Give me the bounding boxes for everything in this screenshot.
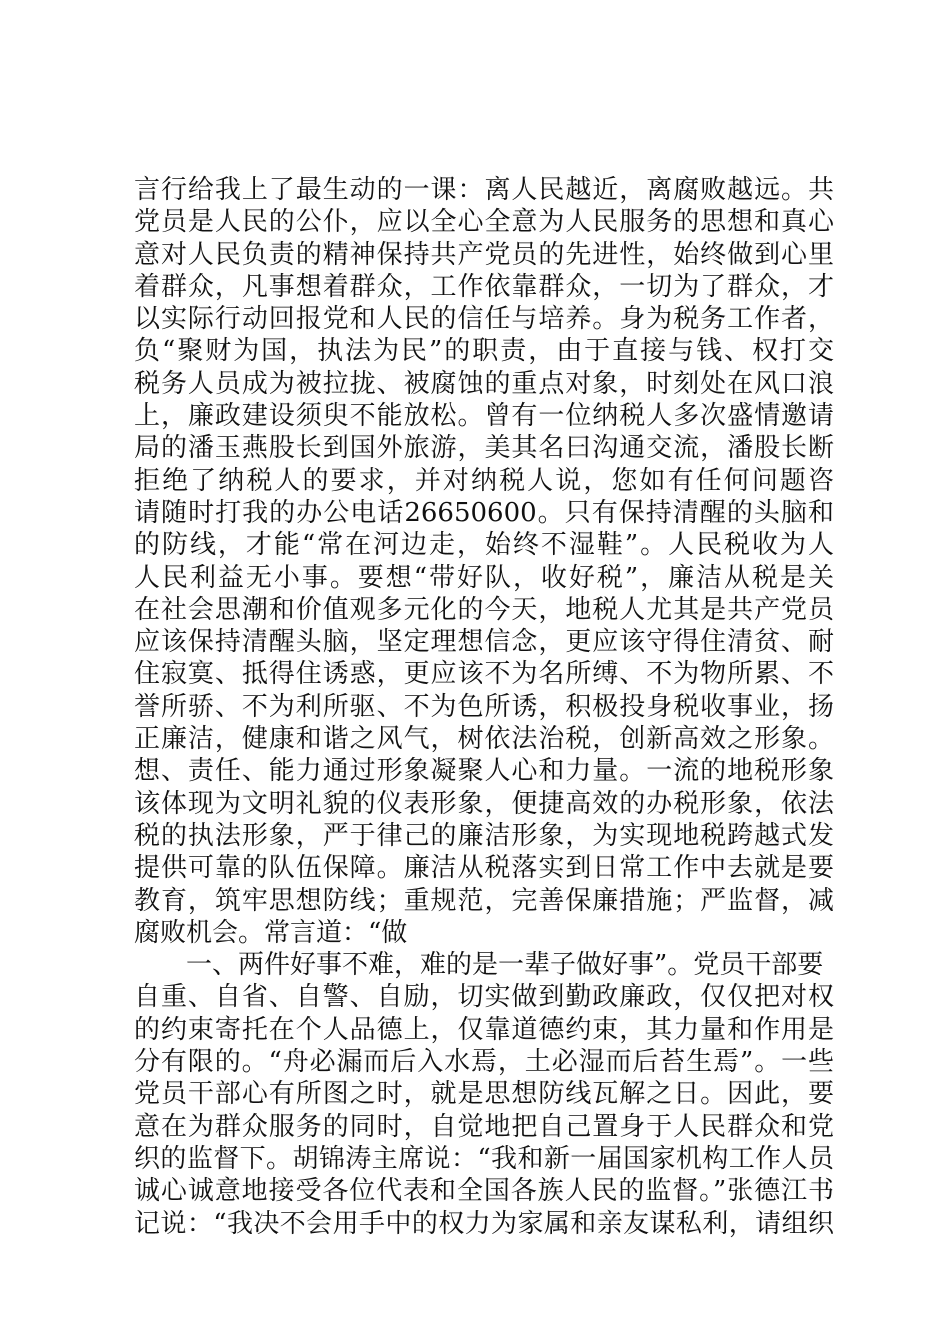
text-line: 织的监督下。胡锦涛主席说：“我和新一届国家机构工作人员: [134, 1143, 834, 1174]
text-line: 税务人员成为被拉拢、被腐蚀的重点对象，时刻处在风口浪: [134, 368, 834, 399]
text-line: 记说：“我决不会用手中的权力为家属和亲友谋私利，请组织: [134, 1208, 834, 1239]
text-line: 的防线，才能“常在河边走，始终不湿鞋”。人民税收为人: [134, 530, 834, 561]
text-line: 住寂寞、抵得住诱惑，更应该不为名所缚、不为物所累、不: [134, 659, 834, 690]
text-line: 想、责任、能力通过形象凝聚人心和力量。一流的地税形象: [134, 756, 834, 787]
text-line: 拒绝了纳税人的要求，并对纳税人说，您如有任何问题咨: [134, 465, 834, 496]
text-line: 着群众，凡事想着群众，工作依靠群众，一切为了群众，才: [134, 271, 834, 302]
text-line: 腐败机会。常言道：“做: [134, 917, 408, 948]
text-line: 局的潘玉燕股长到国外旅游，美其名曰沟通交流，潘股长断: [134, 433, 834, 464]
text-line: 一、两件好事不难，难的是一辈子做好事”。党员干部要: [186, 950, 824, 981]
text-line: 党员是人民的公仆，应以全心全意为人民服务的思想和真心: [134, 207, 834, 238]
text-line: 意对人民负责的精神保持共产党员的先进性，始终做到心里: [134, 239, 834, 270]
text-line: 自重、自省、自警、自励，切实做到勤政廉政，仅仅把对权: [134, 982, 834, 1013]
text-line: 的约束寄托在个人品德上，仅靠道德约束，其力量和作用是: [134, 1014, 834, 1045]
text-line: 以实际行动回报党和人民的信任与培养。身为税务工作者，: [134, 304, 834, 335]
body-text: [134, 174, 834, 1240]
text-line: 人民利益无小事。要想“带好队，收好税”，廉洁从税是关: [134, 562, 834, 593]
text-line: 教育，筑牢思想防线；重规范，完善保廉措施；严监督，减: [134, 885, 834, 916]
text-line: 意在为群众服务的同时，自觉地把自己置身于人民群众和党: [134, 1111, 834, 1142]
text-line: 誉所骄、不为利所驱、不为色所诱，积极投身税收事业，扬: [134, 691, 834, 722]
text-line: 党员干部心有所图之时，就是思想防线瓦解之日。因此，要: [134, 1079, 834, 1110]
text-line: 诚心诚意地接受各位代表和全国各族人民的监督。”张德江书: [134, 1176, 834, 1207]
text-line: 分有限的。“舟必漏而后入水焉，土必湿而后苔生焉”。一些: [134, 1047, 834, 1078]
paragraph-2: [134, 949, 834, 1240]
text-line: 言行给我上了最生动的一课：离人民越近，离腐败越远。共: [134, 175, 834, 205]
text-line: 上，廉政建设须臾不能放松。曾有一位纳税人多次盛情邀请: [134, 401, 834, 432]
text-line: 应该保持清醒头脑，坚定理想信念，更应该守得住清贫、耐: [134, 627, 834, 658]
paragraph-1: [134, 174, 834, 949]
text-line: 该体现为文明礼貌的仪表形象，便捷高效的办税形象，依法: [134, 788, 834, 819]
text-line: 税的执法形象，严于律己的廉洁形象，为实现地税跨越式发: [134, 820, 834, 851]
text-line: 在社会思潮和价值观多元化的今天，地税人尤其是共产党员: [134, 594, 834, 625]
text-line: 提供可靠的队伍保障。廉洁从税落实到日常工作中去就是要: [134, 853, 834, 884]
text-line: 请随时打我的办公电话26650600。只有保持清醒的头脑和: [134, 497, 834, 528]
text-line: 负“聚财为国，执法为民”的职责，由于直接与钱、权打交: [134, 336, 834, 367]
text-line: 正廉洁，健康和谐之风气，树依法治税，创新高效之形象。: [134, 724, 834, 755]
